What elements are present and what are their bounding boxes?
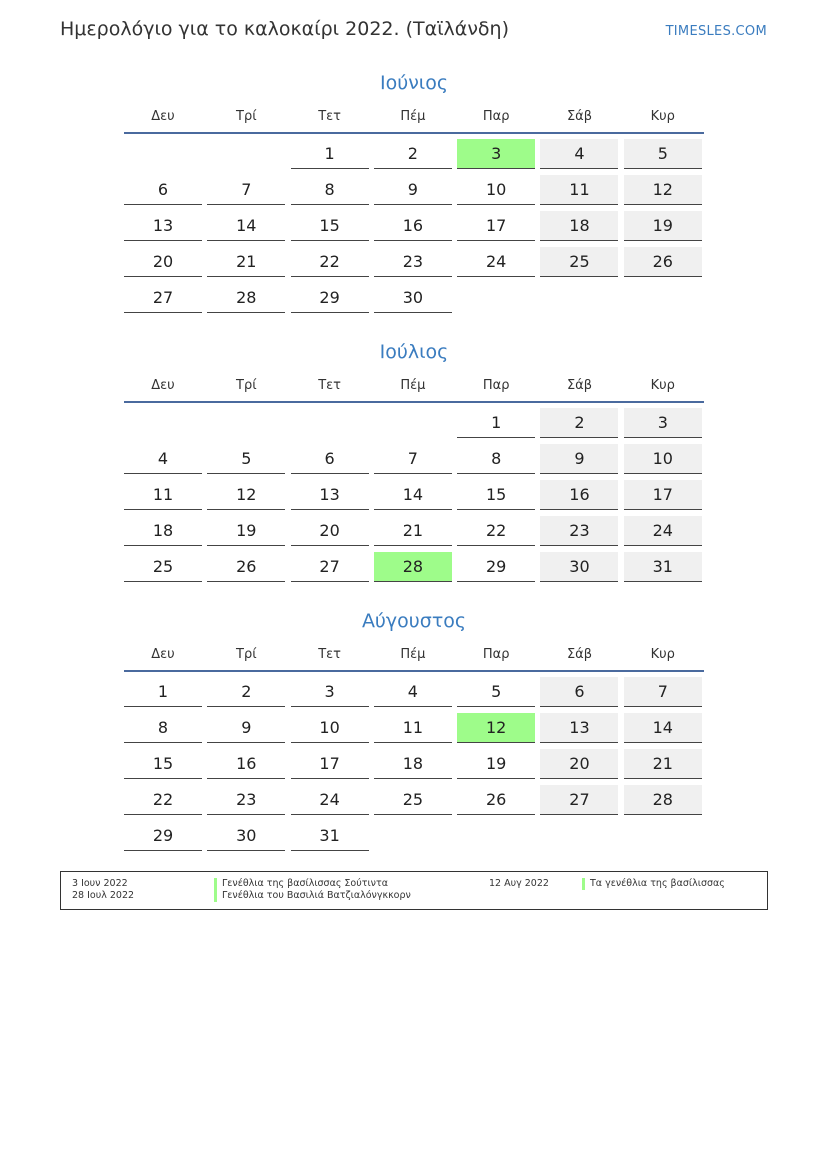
day-cell[interactable]: 3: [291, 677, 369, 707]
weekday-label: Κυρ: [650, 109, 675, 124]
day-grid: [124, 139, 704, 313]
day-cell[interactable]: 28: [374, 552, 452, 582]
day-cell[interactable]: 9: [540, 444, 618, 474]
day-cell[interactable]: 19: [207, 516, 285, 546]
day-cell[interactable]: 29: [457, 552, 535, 582]
weekday-label: Δευ: [151, 647, 175, 662]
day-cell[interactable]: 26: [624, 247, 702, 277]
day-cell[interactable]: 21: [207, 247, 285, 277]
day-cell[interactable]: 6: [540, 677, 618, 707]
day-cell[interactable]: 27: [291, 552, 369, 582]
day-cell[interactable]: 11: [374, 713, 452, 743]
day-cell[interactable]: 12: [457, 713, 535, 743]
month-title: Ιούλιος: [379, 341, 449, 363]
day-cell[interactable]: 25: [374, 785, 452, 815]
legend-date: 28 Ιουλ 2022: [72, 890, 135, 901]
legend-dates-right: [489, 878, 549, 890]
day-cell[interactable]: 30: [374, 283, 452, 313]
day-cell[interactable]: 11: [540, 175, 618, 205]
holiday-legend: [60, 871, 768, 910]
day-cell[interactable]: 8: [457, 444, 535, 474]
site-logo[interactable]: TIMESLES.COM: [665, 24, 767, 39]
day-cell[interactable]: 10: [624, 444, 702, 474]
day-cell[interactable]: 1: [457, 408, 535, 438]
day-cell[interactable]: 28: [207, 283, 285, 313]
day-cell[interactable]: 27: [540, 785, 618, 815]
day-cell[interactable]: 17: [457, 211, 535, 241]
day-cell[interactable]: 13: [124, 211, 202, 241]
day-cell[interactable]: 29: [124, 821, 202, 851]
weekday-label: Τρί: [236, 378, 257, 393]
legend-date: 12 Αυγ 2022: [489, 878, 549, 889]
weekday-header: [124, 646, 704, 672]
weekday-label: Σάβ: [566, 378, 593, 393]
empty-cell: [124, 139, 202, 168]
month-title: Ιούνιος: [379, 72, 449, 94]
day-cell[interactable]: 17: [624, 480, 702, 510]
holiday-marker: [582, 878, 585, 890]
day-cell[interactable]: 31: [291, 821, 369, 851]
day-cell[interactable]: 4: [374, 677, 452, 707]
weekday-label: Τρί: [236, 109, 257, 124]
day-cell[interactable]: 21: [374, 516, 452, 546]
weekday-label: Πέμ: [400, 109, 426, 124]
weekday-label: Σάβ: [566, 109, 593, 124]
day-grid: [124, 408, 704, 582]
holiday-marker: [214, 890, 217, 902]
day-cell[interactable]: 10: [291, 713, 369, 743]
day-cell[interactable]: 7: [624, 677, 702, 707]
day-cell[interactable]: 14: [374, 480, 452, 510]
day-cell[interactable]: 10: [457, 175, 535, 205]
day-cell[interactable]: 2: [540, 408, 618, 438]
legend-item: [214, 878, 411, 890]
day-cell[interactable]: 15: [457, 480, 535, 510]
day-cell[interactable]: 25: [124, 552, 202, 582]
weekday-label: Κυρ: [650, 647, 675, 662]
day-cell[interactable]: 6: [291, 444, 369, 474]
day-cell[interactable]: 16: [207, 749, 285, 779]
day-cell[interactable]: 16: [540, 480, 618, 510]
day-cell[interactable]: 4: [540, 139, 618, 169]
weekday-label: Παρ: [482, 378, 510, 393]
day-cell[interactable]: 18: [374, 749, 452, 779]
weekday-label: Πέμ: [400, 378, 426, 393]
empty-cell: [207, 139, 285, 168]
page-title: Ημερολόγιο για το καλοκαίρι 2022. (Ταϊλάνδη): [60, 18, 510, 40]
day-cell[interactable]: 24: [457, 247, 535, 277]
day-cell[interactable]: 15: [124, 749, 202, 779]
legend-dates-left: [72, 878, 134, 902]
day-cell[interactable]: 27: [124, 283, 202, 313]
day-cell[interactable]: 9: [374, 175, 452, 205]
weekday-label: Κυρ: [650, 378, 675, 393]
day-cell[interactable]: 14: [624, 713, 702, 743]
weekday-label: Παρ: [482, 647, 510, 662]
weekday-label: Δευ: [151, 378, 175, 393]
day-cell[interactable]: 9: [207, 713, 285, 743]
day-cell[interactable]: 20: [291, 516, 369, 546]
weekday-label: Παρ: [482, 109, 510, 124]
weekday-label: Τετ: [318, 109, 341, 124]
day-cell[interactable]: 11: [124, 480, 202, 510]
day-cell[interactable]: 12: [207, 480, 285, 510]
legend-item: [214, 890, 411, 902]
day-cell[interactable]: 5: [207, 444, 285, 474]
day-cell[interactable]: 15: [291, 211, 369, 241]
weekday-header: [124, 108, 704, 134]
day-cell[interactable]: 13: [540, 713, 618, 743]
day-cell[interactable]: 21: [624, 749, 702, 779]
day-cell[interactable]: 28: [624, 785, 702, 815]
legend-item: [582, 878, 725, 890]
day-cell[interactable]: 22: [457, 516, 535, 546]
day-cell[interactable]: 13: [291, 480, 369, 510]
day-cell[interactable]: 7: [207, 175, 285, 205]
day-cell[interactable]: 2: [374, 139, 452, 169]
day-cell[interactable]: 26: [207, 552, 285, 582]
weekday-header: [124, 377, 704, 403]
day-cell[interactable]: 3: [457, 139, 535, 169]
month-june: [124, 68, 704, 313]
day-cell[interactable]: 31: [624, 552, 702, 582]
day-cell[interactable]: 14: [207, 211, 285, 241]
day-cell[interactable]: 18: [540, 211, 618, 241]
day-cell[interactable]: 1: [291, 139, 369, 169]
weekday-label: Πέμ: [400, 647, 426, 662]
day-cell[interactable]: 29: [291, 283, 369, 313]
day-cell[interactable]: 19: [457, 749, 535, 779]
day-cell[interactable]: 8: [124, 713, 202, 743]
day-cell[interactable]: 24: [624, 516, 702, 546]
legend-date: 3 Ιουν 2022: [72, 878, 128, 889]
empty-cell: [374, 408, 452, 437]
day-cell[interactable]: 4: [124, 444, 202, 474]
day-cell[interactable]: 30: [207, 821, 285, 851]
weekday-label: Σάβ: [566, 647, 593, 662]
day-cell[interactable]: 1: [124, 677, 202, 707]
weekday-label: Τρί: [236, 647, 257, 662]
legend-names-left: [214, 878, 411, 902]
weekday-label: Τετ: [318, 647, 341, 662]
month-august: [124, 606, 704, 851]
day-cell[interactable]: 5: [624, 139, 702, 169]
day-grid: [124, 677, 704, 851]
day-cell[interactable]: 26: [457, 785, 535, 815]
legend-names-right: [582, 878, 725, 890]
day-cell[interactable]: 24: [291, 785, 369, 815]
day-cell[interactable]: 16: [374, 211, 452, 241]
legend-name: Γενέθλια του Βασιλιά Βατζιαλόνγκκορν: [222, 890, 411, 901]
day-cell[interactable]: 25: [540, 247, 618, 277]
day-cell[interactable]: 5: [457, 677, 535, 707]
empty-cell: [207, 408, 285, 437]
day-cell[interactable]: 6: [124, 175, 202, 205]
day-cell[interactable]: 8: [291, 175, 369, 205]
holiday-marker: [214, 878, 217, 890]
day-cell[interactable]: 18: [124, 516, 202, 546]
empty-cell: [291, 408, 369, 437]
day-cell[interactable]: 12: [624, 175, 702, 205]
day-cell[interactable]: 23: [207, 785, 285, 815]
day-cell[interactable]: 19: [624, 211, 702, 241]
day-cell[interactable]: 3: [624, 408, 702, 438]
weekday-label: Δευ: [151, 109, 175, 124]
day-cell[interactable]: 17: [291, 749, 369, 779]
day-cell[interactable]: 23: [374, 247, 452, 277]
day-cell[interactable]: 23: [540, 516, 618, 546]
legend-name: Τα γενέθλια της βασίλισσας: [590, 878, 725, 889]
month-title: Αύγουστος: [361, 610, 467, 632]
day-cell[interactable]: 22: [124, 785, 202, 815]
month-july: [124, 337, 704, 582]
weekday-label: Τετ: [318, 378, 341, 393]
day-cell[interactable]: 20: [124, 247, 202, 277]
day-cell[interactable]: 7: [374, 444, 452, 474]
day-cell[interactable]: 20: [540, 749, 618, 779]
empty-cell: [124, 408, 202, 437]
day-cell[interactable]: 2: [207, 677, 285, 707]
day-cell[interactable]: 30: [540, 552, 618, 582]
day-cell[interactable]: 22: [291, 247, 369, 277]
legend-name: Γενέθλια της βασίλισσας Σούτιντα: [222, 878, 388, 889]
